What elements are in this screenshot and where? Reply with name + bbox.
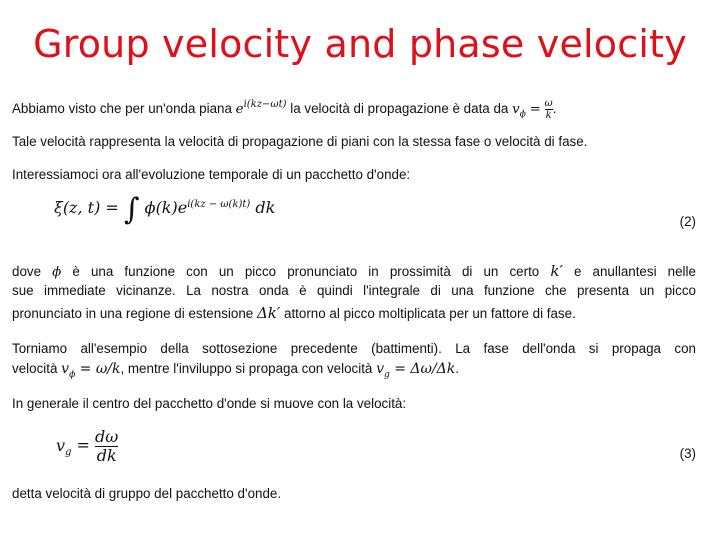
paragraph-group-velocity: detta velocità di gruppo del pacchetto d'onde. [12, 486, 282, 501]
d-omega-over-dk: $\frac{d\omega}{dk}$ [95, 427, 119, 465]
paragraph-general-center: In generale il centro del pacchetto d'onde si muove con la velocità: [12, 396, 407, 411]
eq2-integrand: ϕ(k)e [144, 198, 188, 217]
phase-velocity-relation: $v_\phi = \omega/k$ [61, 361, 121, 380]
eq3-lhs: $v_g$ [56, 435, 72, 458]
paragraph-phase-velocity: Tale velocità rappresenta la velocità di propagazione di piani con la stessa fase o velocità di fase. [12, 134, 588, 149]
paragraph-line-1: dove ϕ è una funzione con un picco pronunciato in prossimità di un certo k′ e anullantesi nelle [12, 262, 696, 280]
phi-symbol: ϕ [52, 265, 62, 280]
slide-title: Group velocity and phase velocity [33, 22, 687, 66]
eq2-lhs: ξ(z, t) = [54, 198, 119, 217]
equals-sign: = [76, 435, 90, 455]
group-velocity-relation: $v_g = \Delta\omega/\Delta k$ [376, 361, 456, 380]
k-prime-symbol: k′ [550, 262, 563, 280]
integral-sign: ∫ [123, 192, 140, 227]
paragraph-plane-wave [12, 96, 696, 124]
omega-over-k: $\frac{\omega}{k}$ [544, 97, 553, 121]
equation-number-2: (2) [679, 214, 696, 229]
text: Abbiamo visto che per un'onda piana [12, 101, 232, 116]
paragraph-line-2: sue immediate vicinanze. La nostra onda è quindi l'integrale di una funzione che presenta un picco [12, 283, 696, 298]
paragraph-wave-packet-intro: Interessiamoci ora all'evoluzione temporale di un pacchetto d'onde: [12, 167, 411, 182]
eq2-differential: dk [255, 198, 276, 217]
paragraph-line-3: pronunciato in una regione di estensione Δk′ attorno al picco moltiplicata per un fattore di fase. [12, 304, 576, 322]
plane-wave-expression: $e^{i(kz-\omega t)}$ [235, 99, 287, 117]
period: . [552, 101, 557, 116]
delta-k-prime-symbol: Δk′ [256, 304, 281, 322]
equation-number-3: (3) [679, 446, 696, 461]
phase-velocity-symbol: $v_\phi$ [512, 102, 526, 120]
equation-3 [56, 428, 118, 464]
text: la velocità di propagazione è data da [290, 101, 509, 116]
equation-2 [54, 192, 276, 227]
paragraph-beats-line-2: velocità $v_\phi = \omega/k$, mentre l'inviluppo si propaga con velocità $v_g = \Delta\omega/\Delta k$. [12, 361, 460, 380]
paragraph-beats-line-1: Torniamo all'esempio della sottosezione precedente (battimenti). La fase dell'onda si propaga con [12, 341, 696, 356]
equals-sign: = [529, 102, 541, 117]
eq2-exponent: i(kz − ω(k)t) [187, 199, 251, 210]
